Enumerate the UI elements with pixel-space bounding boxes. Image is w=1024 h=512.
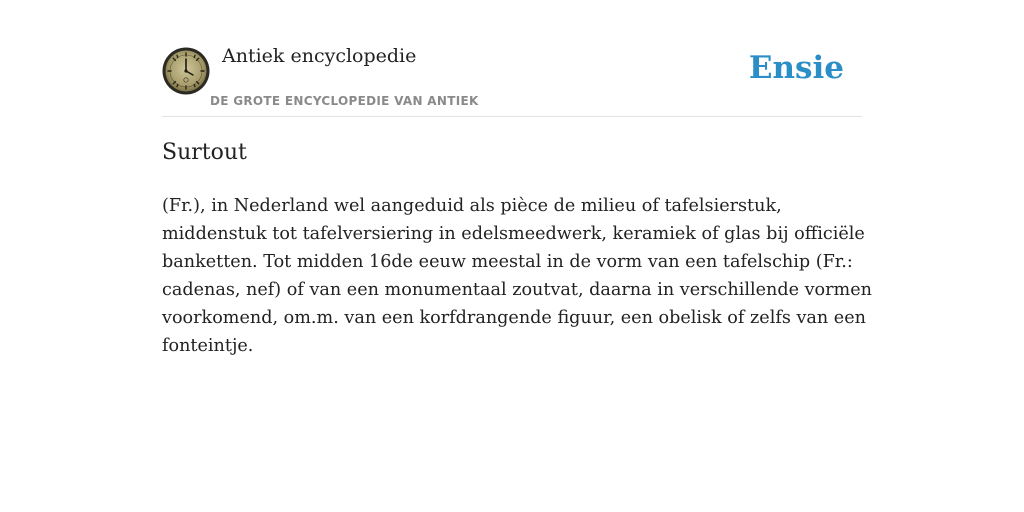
antique-clock-icon [162,47,210,95]
entry-body: (Fr.), in Nederland wel aangeduid als pièce de milieu of tafelsierstuk, middenstuk tot tafelversiering in edelsmeedwerk, keramiek of glas bij officiële banketten. Tot midden 16de eeuw meestal in de vorm van een tafelschip (Fr.: cadenas, nef) of van een monumentaal zoutvat, daarna in verschillende vormen voorkomend, om.m. van een korfdrangende figuur, een obelisk of zelfs van een fonteintje. [162,196,872,356]
ensie-brand-link[interactable]: Ensie [748,50,844,86]
site-logo-link[interactable] [162,47,210,95]
page-container [162,0,872,356]
site-header [162,0,862,117]
site-title-link[interactable]: Antiek encyclopedie [222,45,417,67]
site-tagline: DE GROTE ENCYCLOPEDIE VAN ANTIEK [210,94,479,108]
entry-title: Surtout [162,140,247,165]
